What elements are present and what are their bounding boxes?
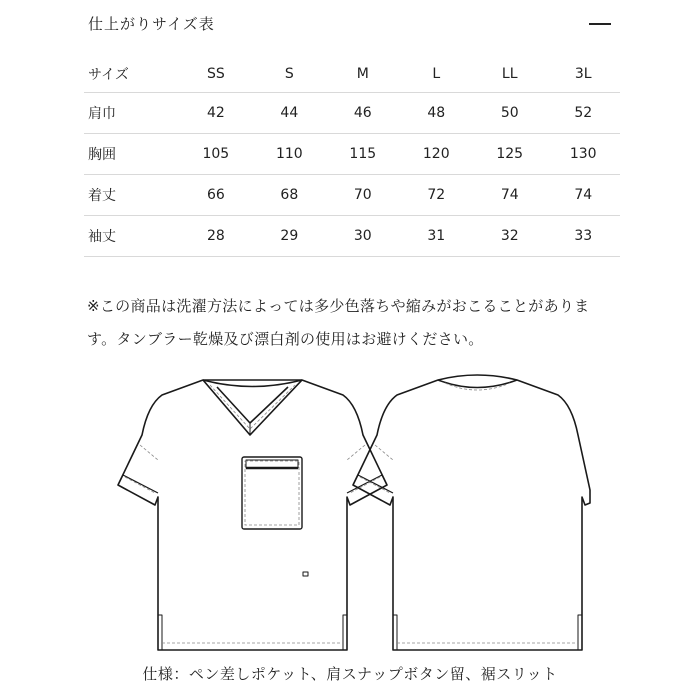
column-header: L: [400, 56, 473, 93]
table-cell: 68: [253, 175, 326, 216]
table-cell: 52: [546, 93, 620, 134]
column-header: LL: [473, 56, 546, 93]
table-cell: 46: [326, 93, 399, 134]
table-cell: 74: [473, 175, 546, 216]
row-label: 肩巾: [84, 93, 179, 134]
table-row: [84, 175, 620, 216]
care-note-line: ※この商品は洗濯方法によっては多少色落ちや縮みがおこることがありま: [87, 297, 590, 315]
table-cell: 48: [400, 93, 473, 134]
table-cell: 33: [546, 216, 620, 257]
table-row: [84, 93, 620, 134]
table-cell: 115: [326, 134, 399, 175]
row-label: 袖丈: [84, 216, 179, 257]
row-label: 着丈: [84, 175, 179, 216]
table-cell: 105: [179, 134, 252, 175]
table-cell: 110: [253, 134, 326, 175]
size-table: [84, 56, 620, 257]
row-label: 胸囲: [84, 134, 179, 175]
care-note: [87, 290, 667, 356]
table-cell: 72: [400, 175, 473, 216]
collapse-button[interactable]: [589, 23, 611, 25]
front-view-drawing: [118, 380, 387, 650]
table-cell: 125: [473, 134, 546, 175]
care-note-line: す。タンブラー乾燥及び漂白剤の使用はお避けください。: [87, 330, 484, 348]
table-cell: 42: [179, 93, 252, 134]
table-row: [84, 216, 620, 257]
column-header: SS: [179, 56, 252, 93]
table-cell: 32: [473, 216, 546, 257]
page-title: 仕上がりサイズ表: [88, 15, 215, 33]
table-cell: 31: [400, 216, 473, 257]
table-cell: 50: [473, 93, 546, 134]
table-cell: 28: [179, 216, 252, 257]
garment-diagram: [100, 365, 600, 660]
back-view-drawing: [353, 375, 590, 650]
spec-caption: 仕様：ペン差しポケット、肩スナップボタン留、裾スリット: [142, 665, 558, 683]
column-header: M: [326, 56, 399, 93]
column-header: 3L: [546, 56, 620, 93]
table-row: [84, 134, 620, 175]
table-cell: 120: [400, 134, 473, 175]
table-cell: 66: [179, 175, 252, 216]
table-cell: 130: [546, 134, 620, 175]
table-cell: 29: [253, 216, 326, 257]
column-header: サイズ: [84, 56, 179, 93]
table-cell: 30: [326, 216, 399, 257]
table-cell: 74: [546, 175, 620, 216]
table-header-row: [84, 56, 620, 93]
table-cell: 70: [326, 175, 399, 216]
front-view-stitching: [125, 385, 380, 643]
column-header: S: [253, 56, 326, 93]
table-cell: 44: [253, 93, 326, 134]
